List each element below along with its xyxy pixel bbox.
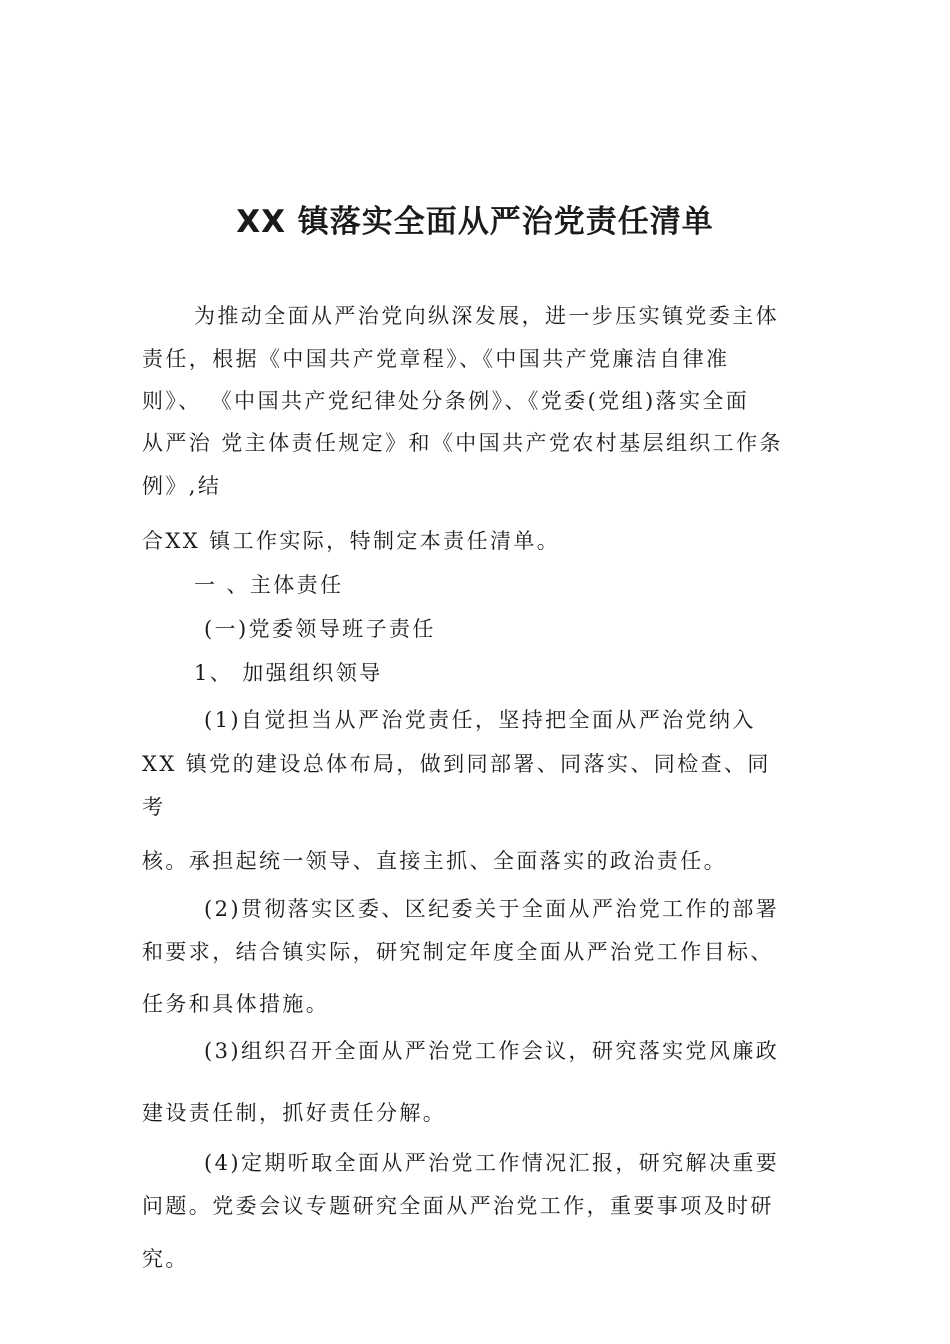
paragraph-line: 究。 [142, 1247, 189, 1271]
section-heading: 一 、主体责任 [194, 573, 344, 597]
paragraph-line: 为推动全面从严治党向纵深发展，进一步压实镇党委主体 [194, 304, 779, 328]
paragraph-line: 考 [142, 795, 166, 819]
paragraph-line: 例》,结 [142, 474, 222, 498]
paragraph-line: 和要求，结合镇实际，研究制定年度全面从严治党工作目标、 [142, 940, 774, 964]
paragraph-line: 责任，根据《中国共产党章程》、《中国共产党廉洁自律准 [142, 347, 730, 371]
paragraph-line: 任务和具体措施。 [142, 992, 330, 1016]
paragraph-line: 问题。党委会议专题研究全面从严治党工作，重要事项及时研 [142, 1194, 774, 1218]
paragraph-line: (4)定期听取全面从严治党工作情况汇报，研究解决重要 [204, 1151, 780, 1175]
paragraph-line: XX 镇党的建设总体布局，做到同部署、同落实、同检查、同 [142, 752, 771, 776]
paragraph-line: 建设责任制，抓好责任分解。 [142, 1101, 447, 1125]
document-title: XX 镇落实全面从严治党责任清单 [236, 204, 714, 240]
paragraph-line: 核。承担起统一领导、直接主抓、全面落实的政治责任。 [142, 849, 727, 873]
paragraph-line: 从严治 党主体责任规定》和《中国共产党农村基层组织工作条 [142, 431, 783, 455]
item-heading: 1、 加强组织领导 [194, 661, 383, 685]
paragraph-line: 则》、 《中国共产党纪律处分条例》、《党委(党组)落实全面 [142, 389, 750, 413]
subsection-heading: (一)党委领导班子责任 [204, 617, 436, 641]
paragraph-line: (3)组织召开全面从严治党工作会议，研究落实党风廉政 [204, 1039, 780, 1063]
paragraph-line: (2)贯彻落实区委、区纪委关于全面从严治党工作的部署 [204, 897, 780, 921]
paragraph-line: 合XX 镇工作实际，特制定本责任清单。 [142, 529, 561, 553]
paragraph-line: (1)自觉担当从严治党责任，坚持把全面从严治党纳入 [204, 708, 756, 732]
